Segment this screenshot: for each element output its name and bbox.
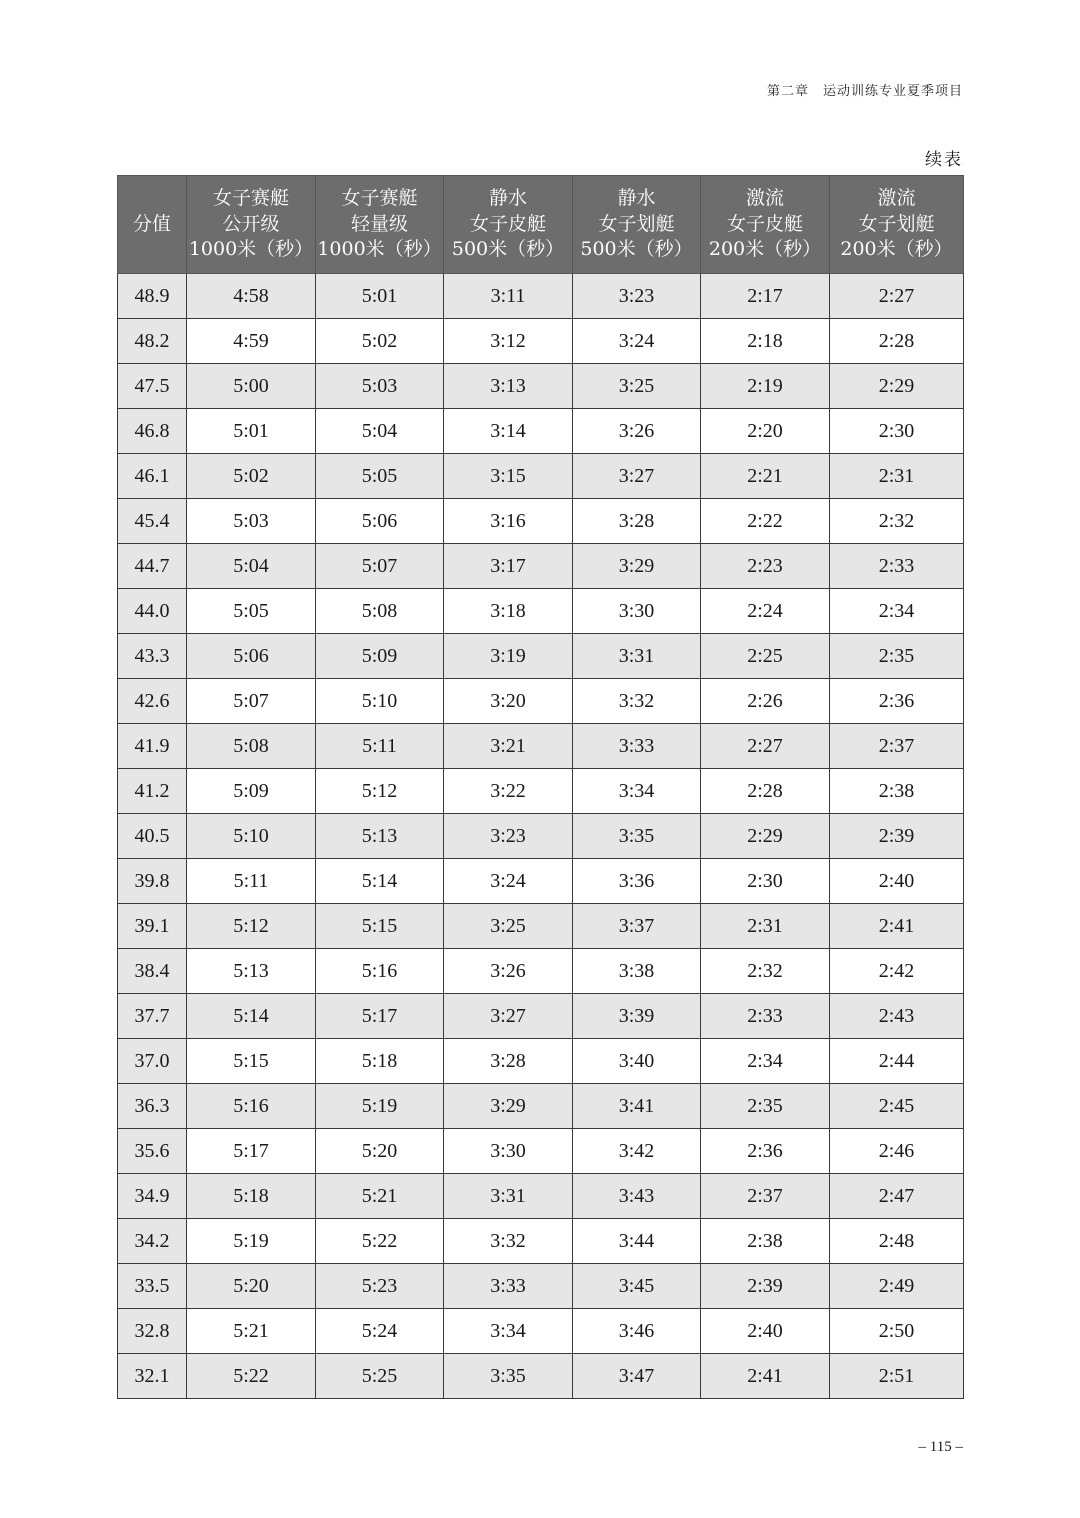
time-cell: 2:33: [701, 994, 830, 1039]
table-row: [118, 409, 964, 454]
header-line: 激流: [745, 187, 784, 210]
time-cell: 2:32: [701, 949, 830, 994]
time-cell: 5:10: [316, 679, 444, 724]
header-line: 200米（秒）: [840, 238, 953, 261]
time-cell: 5:20: [187, 1264, 316, 1309]
header-line: 公开级: [222, 212, 280, 235]
time-cell: 3:33: [444, 1264, 573, 1309]
time-cell: 5:02: [316, 319, 444, 364]
time-cell: 3:32: [573, 679, 701, 724]
time-cell: 2:45: [830, 1084, 964, 1129]
time-cell: 5:09: [187, 769, 316, 814]
running-head: [767, 80, 963, 99]
time-cell: 2:37: [830, 724, 964, 769]
time-cell: 2:28: [701, 769, 830, 814]
table-continued-label: 续表: [925, 150, 963, 170]
time-cell: 2:32: [830, 499, 964, 544]
time-cell: 3:26: [444, 949, 573, 994]
time-cell: 3:37: [573, 904, 701, 949]
time-cell: 2:29: [701, 814, 830, 859]
time-cell: 2:49: [830, 1264, 964, 1309]
table-row: [118, 1264, 964, 1309]
header-line: 500米（秒）: [451, 238, 565, 261]
score-cell: 43.3: [118, 634, 187, 679]
time-cell: 5:22: [187, 1354, 316, 1399]
time-cell: 3:12: [444, 319, 573, 364]
time-cell: 5:03: [316, 364, 444, 409]
time-cell: 5:21: [187, 1309, 316, 1354]
time-cell: 5:11: [316, 724, 444, 769]
time-cell: 3:39: [573, 994, 701, 1039]
table-row: [118, 1174, 964, 1219]
time-cell: 2:28: [830, 319, 964, 364]
header-event-2: [316, 176, 444, 274]
table-row: [118, 274, 964, 319]
time-cell: 3:47: [573, 1354, 701, 1399]
header-line: 女子划艇: [598, 212, 675, 235]
time-cell: 2:40: [830, 859, 964, 904]
time-cell: 2:44: [830, 1039, 964, 1084]
score-cell: 40.5: [118, 814, 187, 859]
time-cell: 5:22: [316, 1219, 444, 1264]
header-event-1: [187, 176, 316, 274]
table-row: [118, 364, 964, 409]
time-cell: 2:26: [701, 679, 830, 724]
table-row: [118, 859, 964, 904]
time-cell: 5:04: [316, 409, 444, 454]
table-row: [118, 1129, 964, 1174]
time-cell: 5:17: [316, 994, 444, 1039]
time-cell: 5:16: [187, 1084, 316, 1129]
time-cell: 2:27: [830, 274, 964, 319]
header-line: 静水: [488, 187, 527, 210]
time-cell: 3:34: [573, 769, 701, 814]
header-line: 女子皮艇: [469, 212, 546, 235]
table-row: [118, 1309, 964, 1354]
time-cell: 3:25: [573, 364, 701, 409]
time-cell: 5:01: [316, 274, 444, 319]
time-cell: 2:35: [701, 1084, 830, 1129]
time-cell: 3:16: [444, 499, 573, 544]
score-cell: 34.9: [118, 1174, 187, 1219]
time-cell: 2:38: [830, 769, 964, 814]
time-cell: 2:30: [701, 859, 830, 904]
score-cell: 37.0: [118, 1039, 187, 1084]
time-cell: 3:29: [573, 544, 701, 589]
time-cell: 3:41: [573, 1084, 701, 1129]
time-cell: 5:12: [316, 769, 444, 814]
header-line: 女子赛艇: [212, 187, 289, 210]
time-cell: 2:46: [830, 1129, 964, 1174]
table-header: [118, 176, 964, 274]
time-cell: 5:06: [187, 634, 316, 679]
time-cell: 2:23: [701, 544, 830, 589]
time-cell: 5:02: [187, 454, 316, 499]
time-cell: 4:58: [187, 274, 316, 319]
header-line: 200米（秒）: [708, 238, 822, 261]
header-line: 1000米（秒）: [188, 238, 314, 261]
score-cell: 44.7: [118, 544, 187, 589]
time-cell: 3:31: [573, 634, 701, 679]
score-cell: 34.2: [118, 1219, 187, 1264]
time-cell: 2:17: [701, 274, 830, 319]
score-cell: 39.1: [118, 904, 187, 949]
time-cell: 2:29: [830, 364, 964, 409]
time-cell: 3:35: [444, 1354, 573, 1399]
score-cell: 44.0: [118, 589, 187, 634]
time-cell: 5:14: [316, 859, 444, 904]
time-cell: 2:39: [830, 814, 964, 859]
time-cell: 2:47: [830, 1174, 964, 1219]
time-cell: 3:44: [573, 1219, 701, 1264]
time-cell: 2:41: [830, 904, 964, 949]
table-row: [118, 949, 964, 994]
score-cell: 48.2: [118, 319, 187, 364]
table-row: [118, 544, 964, 589]
time-cell: 2:51: [830, 1354, 964, 1399]
table-row: [118, 769, 964, 814]
table-row: [118, 994, 964, 1039]
table-row: [118, 1039, 964, 1084]
time-cell: 5:11: [187, 859, 316, 904]
header-event-6: [830, 176, 964, 274]
header-row: [118, 176, 964, 274]
header-line: 1000米（秒）: [317, 238, 442, 261]
table-row: [118, 454, 964, 499]
time-cell: 5:07: [187, 679, 316, 724]
time-cell: 5:06: [316, 499, 444, 544]
table-row: [118, 814, 964, 859]
table-row: [118, 679, 964, 724]
time-cell: 3:28: [573, 499, 701, 544]
time-cell: 2:21: [701, 454, 830, 499]
time-cell: 3:23: [573, 274, 701, 319]
time-cell: 2:22: [701, 499, 830, 544]
time-cell: 2:36: [830, 679, 964, 724]
time-cell: 2:27: [701, 724, 830, 769]
time-cell: 3:35: [573, 814, 701, 859]
time-cell: 2:25: [701, 634, 830, 679]
table-row: [118, 589, 964, 634]
score-cell: 39.8: [118, 859, 187, 904]
time-cell: 3:46: [573, 1309, 701, 1354]
header-line: 500米（秒）: [580, 238, 693, 261]
time-cell: 2:38: [701, 1219, 830, 1264]
time-cell: 2:39: [701, 1264, 830, 1309]
time-cell: 3:18: [444, 589, 573, 634]
header-event-3: [444, 176, 573, 274]
table-body: [118, 274, 964, 1399]
chapter-title: 运动训练专业夏季项目: [822, 84, 963, 99]
time-cell: 2:34: [701, 1039, 830, 1084]
time-cell: 3:31: [444, 1174, 573, 1219]
time-cell: 5:25: [316, 1354, 444, 1399]
time-cell: 3:42: [573, 1129, 701, 1174]
header-event-5: [701, 176, 830, 274]
score-cell: 35.6: [118, 1129, 187, 1174]
time-cell: 3:20: [444, 679, 573, 724]
time-cell: 3:24: [573, 319, 701, 364]
time-cell: 5:18: [316, 1039, 444, 1084]
time-cell: 5:13: [187, 949, 316, 994]
score-cell: 42.6: [118, 679, 187, 724]
time-cell: 2:33: [830, 544, 964, 589]
score-cell: 37.7: [118, 994, 187, 1039]
time-cell: 5:10: [187, 814, 316, 859]
time-cell: 3:19: [444, 634, 573, 679]
time-cell: 5:05: [187, 589, 316, 634]
time-cell: 3:26: [573, 409, 701, 454]
time-cell: 2:31: [701, 904, 830, 949]
time-cell: 5:19: [316, 1084, 444, 1129]
time-cell: 2:50: [830, 1309, 964, 1354]
time-cell: 5:09: [316, 634, 444, 679]
time-cell: 3:36: [573, 859, 701, 904]
time-cell: 5:21: [316, 1174, 444, 1219]
table-row: [118, 499, 964, 544]
table-row: [118, 1084, 964, 1129]
time-cell: 5:15: [316, 904, 444, 949]
time-cell: 2:34: [830, 589, 964, 634]
chapter-label: 第二章: [766, 84, 809, 99]
time-cell: 2:37: [701, 1174, 830, 1219]
time-cell: 5:01: [187, 409, 316, 454]
time-cell: 3:40: [573, 1039, 701, 1084]
time-cell: 5:23: [316, 1264, 444, 1309]
time-cell: 3:45: [573, 1264, 701, 1309]
score-cell: 32.8: [118, 1309, 187, 1354]
score-cell: 41.2: [118, 769, 187, 814]
time-cell: 3:13: [444, 364, 573, 409]
time-cell: 2:30: [830, 409, 964, 454]
time-cell: 5:14: [187, 994, 316, 1039]
time-cell: 3:43: [573, 1174, 701, 1219]
time-cell: 5:13: [316, 814, 444, 859]
time-cell: 3:24: [444, 859, 573, 904]
time-cell: 5:08: [187, 724, 316, 769]
score-cell: 48.9: [118, 274, 187, 319]
time-cell: 5:07: [316, 544, 444, 589]
table-row: [118, 319, 964, 364]
score-cell: 46.1: [118, 454, 187, 499]
time-cell: 2:24: [701, 589, 830, 634]
time-cell: 3:27: [444, 994, 573, 1039]
time-cell: 5:17: [187, 1129, 316, 1174]
time-cell: 2:43: [830, 994, 964, 1039]
time-cell: 3:14: [444, 409, 573, 454]
table-row: [118, 1354, 964, 1399]
time-cell: 2:35: [830, 634, 964, 679]
time-cell: 2:19: [701, 364, 830, 409]
page-number: – 115 –: [918, 1439, 963, 1455]
time-cell: 5:20: [316, 1129, 444, 1174]
time-cell: 3:30: [444, 1129, 573, 1174]
time-cell: 2:20: [701, 409, 830, 454]
time-cell: 3:17: [444, 544, 573, 589]
time-cell: 5:16: [316, 949, 444, 994]
time-cell: 3:11: [444, 274, 573, 319]
time-cell: 3:15: [444, 454, 573, 499]
time-cell: 2:42: [830, 949, 964, 994]
time-cell: 2:36: [701, 1129, 830, 1174]
score-cell: 33.5: [118, 1264, 187, 1309]
time-cell: 3:23: [444, 814, 573, 859]
time-cell: 3:30: [573, 589, 701, 634]
time-cell: 5:15: [187, 1039, 316, 1084]
header-event-4: [573, 176, 701, 274]
time-cell: 5:18: [187, 1174, 316, 1219]
header-line: 女子皮艇: [726, 212, 803, 235]
time-cell: 3:27: [573, 454, 701, 499]
time-cell: 3:32: [444, 1219, 573, 1264]
score-cell: 47.5: [118, 364, 187, 409]
score-cell: 46.8: [118, 409, 187, 454]
score-cell: 38.4: [118, 949, 187, 994]
score-cell: 45.4: [118, 499, 187, 544]
time-cell: 2:18: [701, 319, 830, 364]
table-row: [118, 904, 964, 949]
time-cell: 2:41: [701, 1354, 830, 1399]
time-cell: 3:21: [444, 724, 573, 769]
time-cell: 5:08: [316, 589, 444, 634]
header-score: [118, 176, 187, 274]
time-cell: 3:28: [444, 1039, 573, 1084]
time-cell: 3:25: [444, 904, 573, 949]
time-cell: 3:22: [444, 769, 573, 814]
header-line: 女子赛艇: [341, 187, 418, 210]
time-cell: 5:03: [187, 499, 316, 544]
time-cell: 5:00: [187, 364, 316, 409]
header-line: 激流: [877, 187, 916, 210]
time-cell: 3:33: [573, 724, 701, 769]
time-cell: 5:19: [187, 1219, 316, 1264]
header-line: 静水: [617, 187, 656, 210]
header-line: 女子划艇: [858, 212, 935, 235]
score-cell: 32.1: [118, 1354, 187, 1399]
table-row: [118, 634, 964, 679]
time-cell: 2:31: [830, 454, 964, 499]
header-line: 分值: [132, 212, 171, 235]
time-cell: 5:12: [187, 904, 316, 949]
time-cell: 2:48: [830, 1219, 964, 1264]
header-line: 轻量级: [350, 212, 408, 235]
score-cell: 41.9: [118, 724, 187, 769]
time-cell: 4:59: [187, 319, 316, 364]
time-cell: 3:34: [444, 1309, 573, 1354]
score-table: [117, 175, 964, 1399]
time-cell: 5:24: [316, 1309, 444, 1354]
time-cell: 3:38: [573, 949, 701, 994]
time-cell: 3:29: [444, 1084, 573, 1129]
time-cell: 5:04: [187, 544, 316, 589]
time-cell: 5:05: [316, 454, 444, 499]
time-cell: 2:40: [701, 1309, 830, 1354]
table-row: [118, 1219, 964, 1264]
score-cell: 36.3: [118, 1084, 187, 1129]
table-row: [118, 724, 964, 769]
